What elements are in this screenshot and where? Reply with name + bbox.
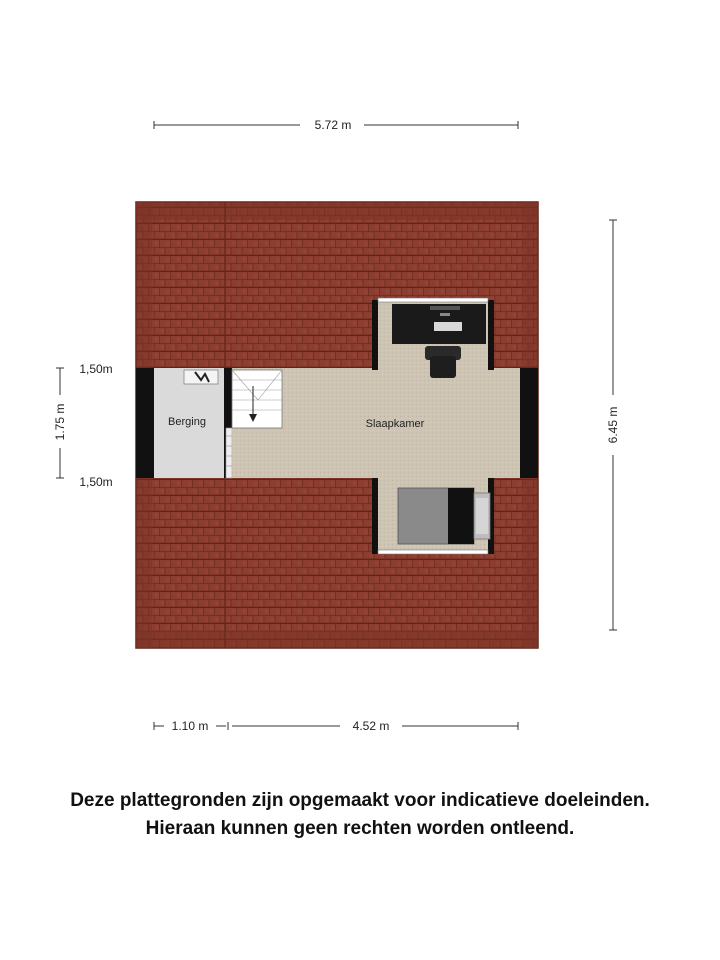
disclaimer-line-2: Hieraan kunnen geen rechten worden ontleend. [145, 818, 575, 839]
disclaimer-line-1: Deze plattegronden zijn opgemaakt voor indicatieve doeleinden. [70, 790, 650, 811]
room-berging-label: Berging [168, 416, 206, 428]
dimension-total-depth [606, 220, 620, 630]
office-chair-icon [425, 346, 461, 378]
dimension-roof-bottom-label: 1,50m [79, 475, 113, 489]
dimension-slaapkamer-width-label: 4.52 m [352, 719, 390, 733]
dimension-total-width-label: 5.72 m [314, 118, 352, 132]
dimension-roof-top-label: 1,50m [79, 362, 113, 376]
dimension-room-depth-label: 1.75 m [53, 403, 67, 441]
dimension-room-depth [53, 362, 113, 489]
boiler-icon [184, 370, 218, 384]
dimension-bottom [154, 719, 518, 733]
stairs-icon [232, 370, 282, 428]
room-berging [136, 368, 232, 478]
dimension-total-width [154, 118, 518, 132]
bed-icon [398, 488, 490, 544]
dimension-total-depth-label: 6.45 m [606, 406, 620, 444]
room-slaapkamer-label: Slaapkamer [365, 418, 425, 430]
dimension-berging-width-label: 1.10 m [171, 719, 209, 733]
desk-icon [392, 304, 486, 344]
